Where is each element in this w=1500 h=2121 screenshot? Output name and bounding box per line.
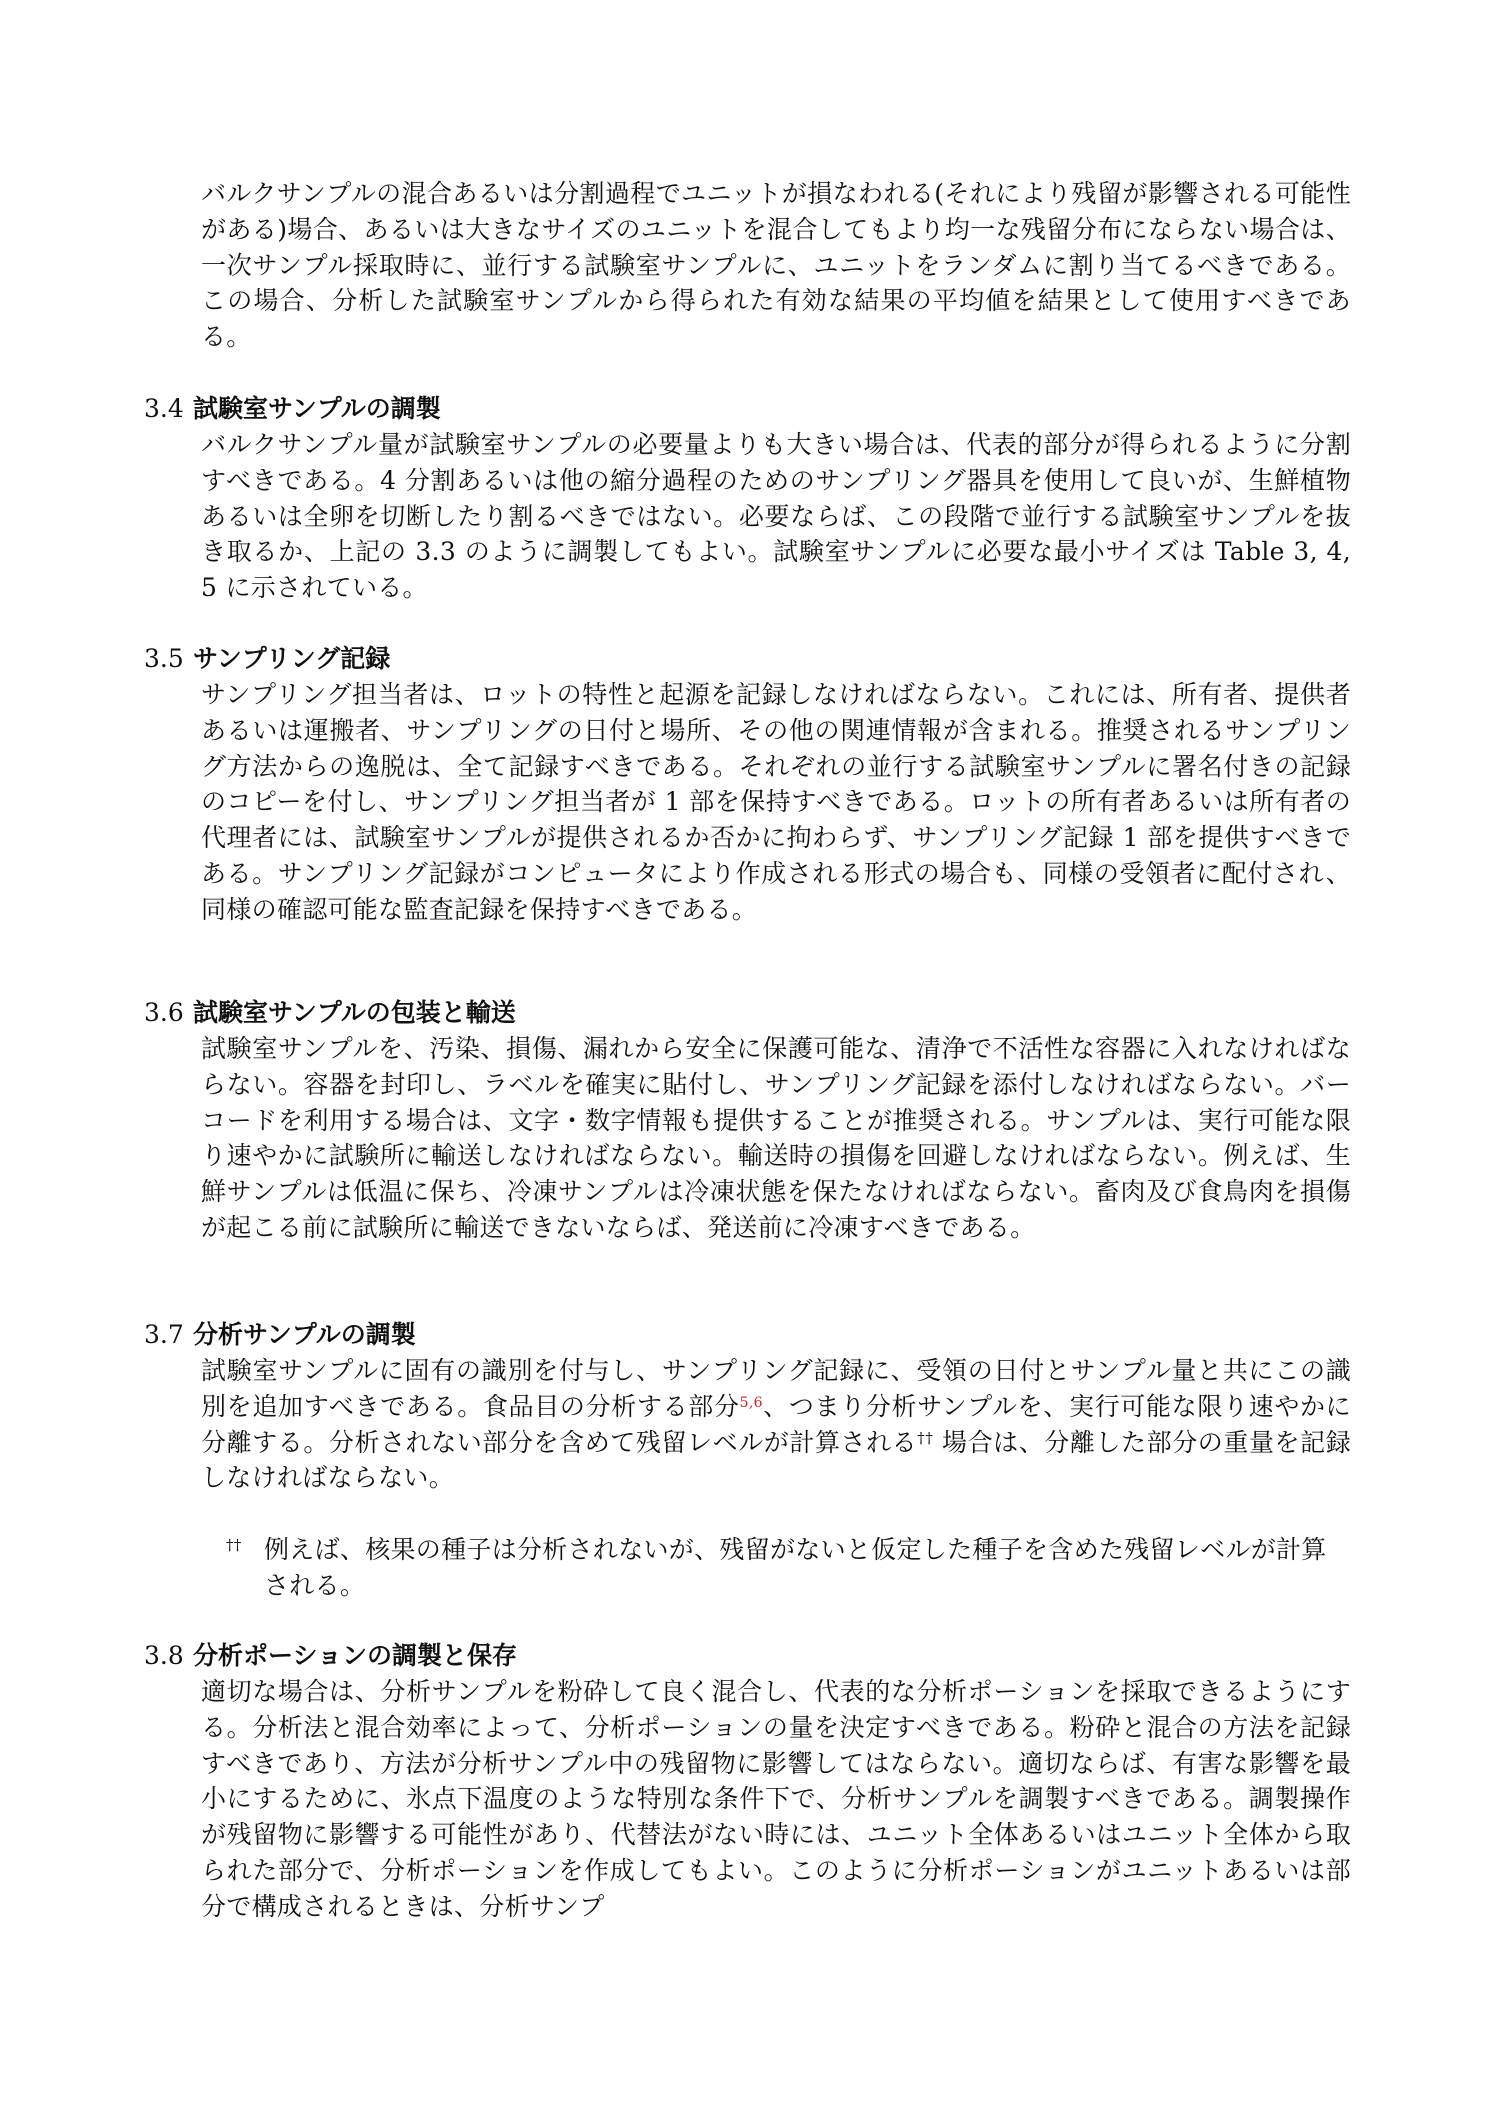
footnote-text: 例えば、核果の種子は分析されないが、残留がないと仮定した種子を含めた残留レベルが計算される。 xyxy=(264,1535,1327,1600)
section-title: サンプリング記録 xyxy=(193,644,391,673)
footnote-mark: †† xyxy=(226,1536,242,1554)
footnote-marker: †† xyxy=(917,1428,934,1447)
section-number: 3.4 xyxy=(144,394,184,423)
section-heading-3-4 xyxy=(144,391,441,427)
section-title: 分析ポーションの調製と保存 xyxy=(193,1641,518,1670)
section-heading-3-8 xyxy=(144,1638,517,1674)
section-number: 3.7 xyxy=(144,1320,184,1349)
section-3-6-paragraph: 試験室サンプルを、汚染、損傷、漏れから安全に保護可能な、清浄で不活性な容器に入れなければならない。容器を封印し、ラベルを確実に貼付し、サンプリング記録を添付しなければならない。バーコードを利用する場合は、文字・数字情報も提供することが推奨される。サンプルは、実行可能な限り速やかに試験所に輸送しなければならない。輸送時の損傷を回避しなければならない。例えば、生鮮サンプルは低温に保ち、冷凍サンプルは冷凍状態を保たなければならない。畜肉及び食鳥肉を損傷が起こる前に試験所に輸送できないならば、発送前に冷凍すべきである。 xyxy=(201,1034,1351,1242)
section-number: 3.6 xyxy=(144,998,184,1027)
intro-paragraph: バルクサンプルの混合あるいは分割過程でユニットが損なわれる(それにより残留が影響される可能性がある)場合、あるいは大きなサイズのユニットを混合してもより均一な残留分布にならない場合は、一次サンプル採取時に、並行する試験室サンプルに、ユニットをランダムに割り当てるべきである。この場合、分析した試験室サンプルから得られた有効な結果の平均値を結果として使用すべきである。 xyxy=(201,179,1351,352)
section-3-8-paragraph: 適切な場合は、分析サンプルを粉砕して良く混合し、代表的な分析ポーションを採取できるようにする。分析法と混合効率によって、分析ポーションの量を決定すべきである。粉砕と混合の方法を記録すべきであり、方法が分析サンプル中の残留物に影響してはならない。適切ならば、有害な影響を最小にするために、氷点下温度のような特別な条件下で、分析サンプルを調製すべきである。調製操作が残留物に影響する可能性があり、代替法がない時には、ユニット全体あるいはユニット全体から取られた部分で、分析ポーションを作成してもよい。このように分析ポーションがユニットあるいは部分で構成されるときは、分析サンプ xyxy=(201,1677,1351,1921)
section-3-4-paragraph: バルクサンプル量が試験室サンプルの必要量よりも大きい場合は、代表的部分が得られるように分割すべきである。4 分割あるいは他の縮分過程のためのサンプリング器具を使用して良いが、生鮮植物あるいは全卵を切断したり割るべきではない。必要ならば、この段階で並行する試験室サンプルを抜き取るか、上記の 3.3 のように調製してもよい。試験室サンプルに必要な最小サイズは Table 3, 4, 5 に示されている。 xyxy=(201,430,1351,603)
section-title: 分析サンプルの調製 xyxy=(193,1320,416,1349)
section-title: 試験室サンプルの調製 xyxy=(193,394,441,423)
section-number: 3.5 xyxy=(144,644,184,673)
section-heading-3-5 xyxy=(144,641,390,677)
section-heading-3-7 xyxy=(144,1317,416,1353)
footnote xyxy=(226,1532,1351,1604)
paragraph-text: 試験室サンプルに固有の識別を付与し、サンプリング記録に、受領の日付とサンプル量と共にこの識別を追加すべきである。食品目の分析する部分 xyxy=(201,1356,1351,1421)
paragraph-text: 、つまり分析サンプルを、実行可能な限り速やかに分離する。分析されない部分を含めて残留レベルが計算される xyxy=(201,1391,1351,1457)
section-title: 試験室サンプルの包装と輸送 xyxy=(193,998,516,1027)
section-heading-3-6 xyxy=(144,995,516,1031)
section-3-7-paragraph xyxy=(201,1353,1351,1496)
section-3-5-paragraph: サンプリング担当者は、ロットの特性と起源を記録しなければならない。これには、所有者、提供者あるいは運搬者、サンプリングの日付と場所、その他の関連情報が含まれる。推奨されるサンプリング方法からの逸脱は、全て記録すべきである。それぞれの並行する試験室サンプルに署名付きの記録のコピーを付し、サンプリング担当者が 1 部を保持すべきである。ロットの所有者あるいは所有者の代理者には、試験室サンプルが提供されるか否かに拘わらず、サンプリング記録 1 部を提供すべきである。サンプリング記録がコンピュータにより作成される形式の場合も、同様の受領者に配付され、同様の確認可能な監査記録を保持すべきである。 xyxy=(201,680,1351,924)
section-number: 3.8 xyxy=(144,1641,184,1670)
paragraph-text: 場合は、分離した部分の重量を記録しなければならない。 xyxy=(201,1427,1351,1493)
reference-link[interactable]: 5,6 xyxy=(739,1394,763,1411)
